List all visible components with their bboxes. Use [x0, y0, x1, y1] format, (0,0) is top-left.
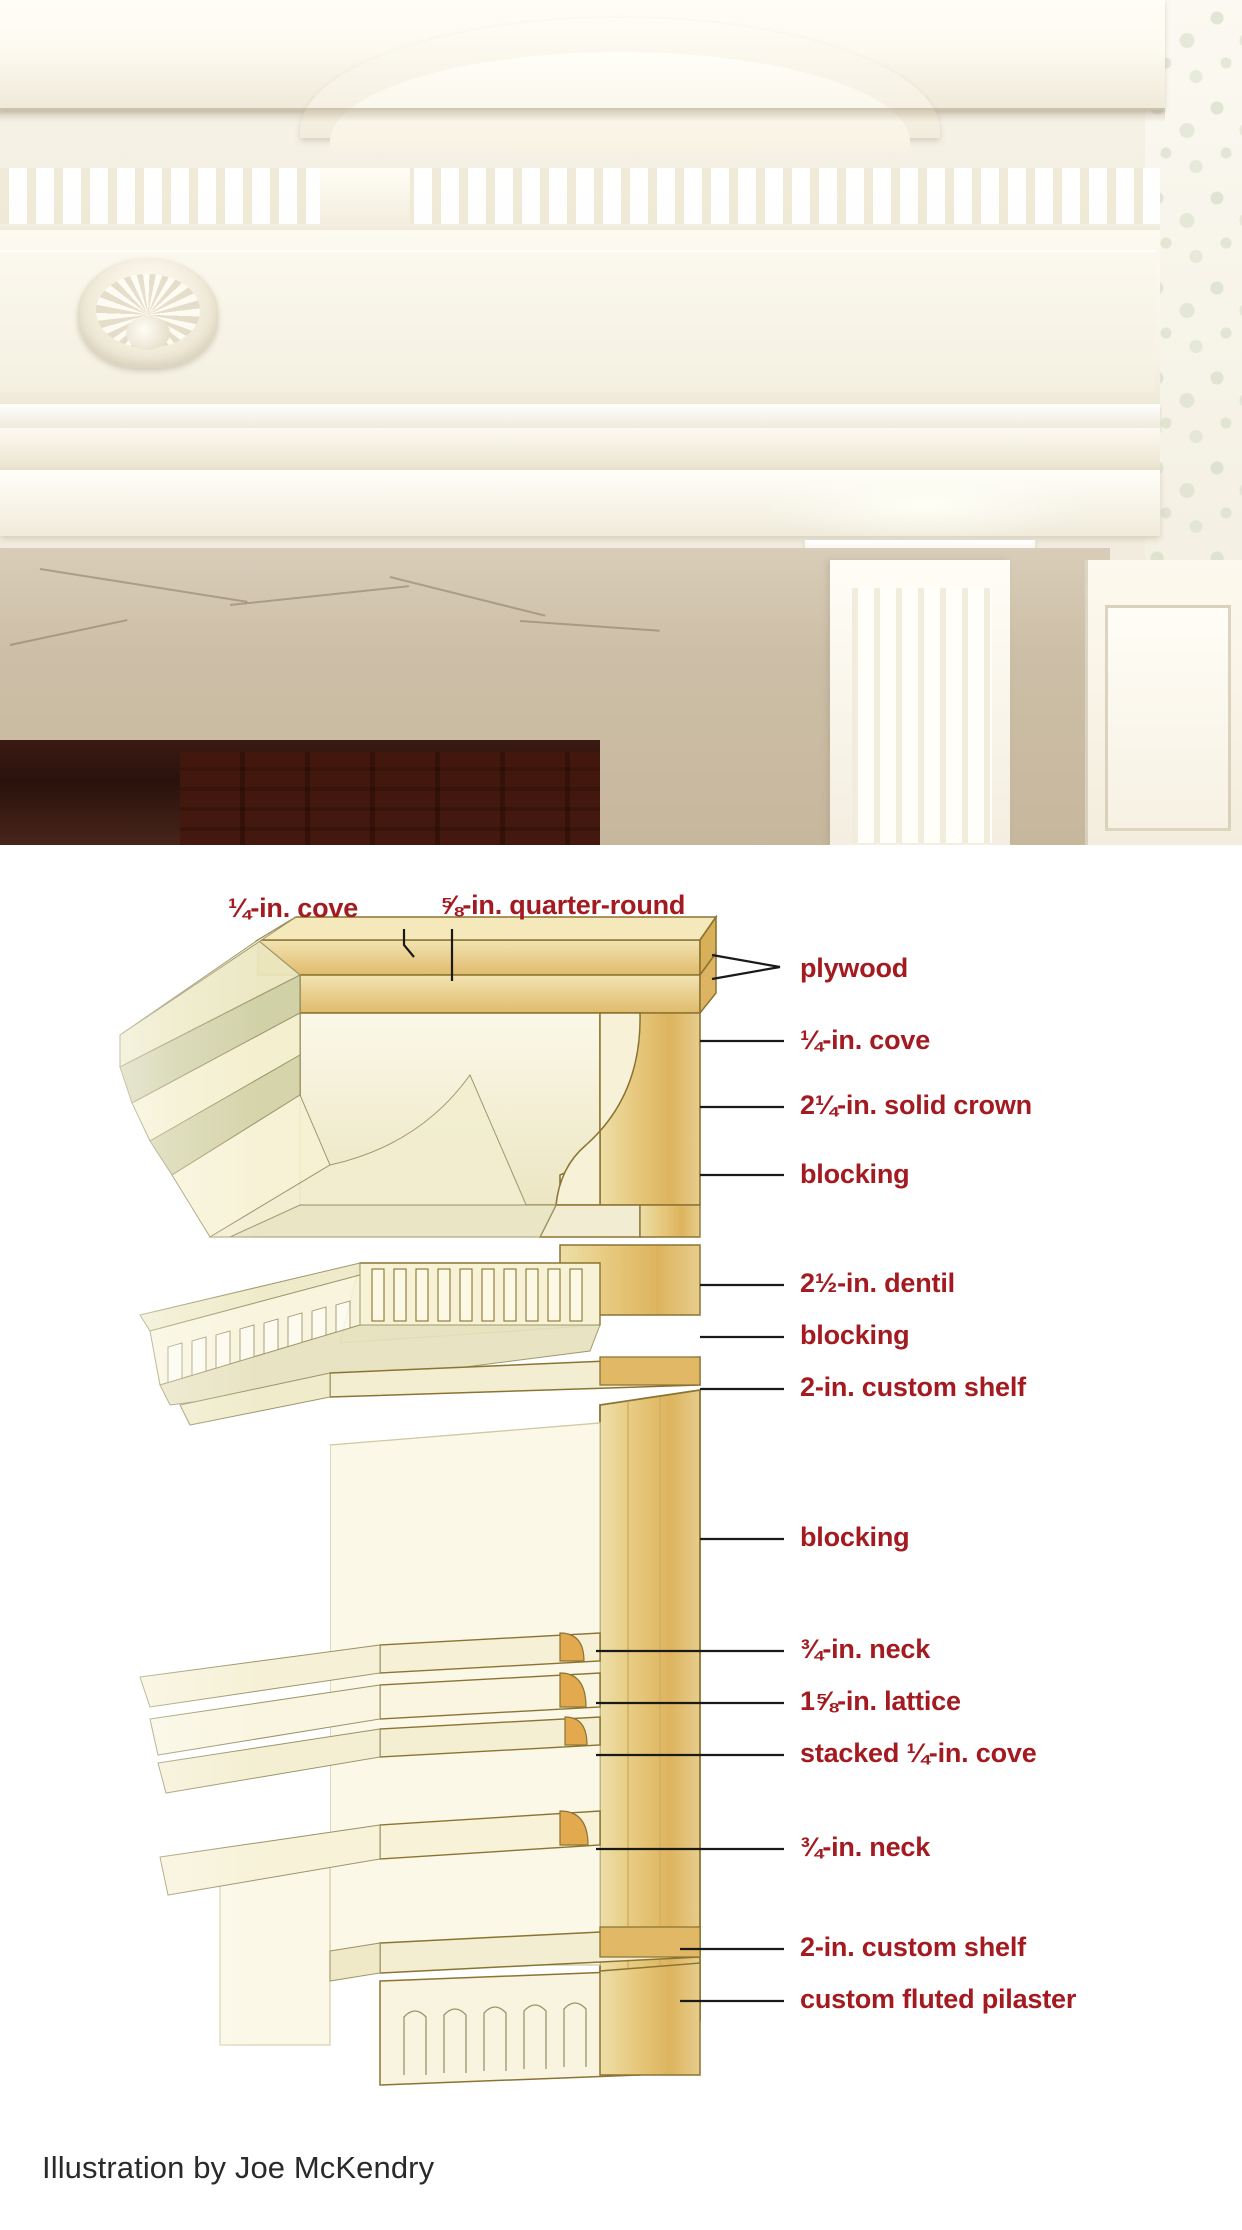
shelf-band-upper [0, 404, 1160, 430]
label-dentil: 2½-in. dentil [800, 1268, 955, 1298]
label-blocking-dentil: blocking [800, 1320, 910, 1350]
label-quarter-round: ⅝-in. quarter-round [440, 890, 686, 920]
label-custom-shelf-top: 2-in. custom shelf [800, 1372, 1026, 1402]
shelf-band-middle [0, 428, 1160, 472]
label-neck-lower: ¾-in. neck [800, 1832, 931, 1862]
light-reflection [760, 470, 1090, 540]
label-custom-shelf-bottom: 2-in. custom shelf [800, 1932, 1026, 1962]
crown-shadow [0, 108, 1165, 122]
stone-crack [520, 620, 660, 632]
label-solid-crown: 2¼-in. solid crown [800, 1090, 1032, 1120]
firebox-brick [180, 752, 600, 845]
illustration-credit: Illustration by Joe McKendry [42, 2150, 435, 2185]
stone-crack [390, 576, 546, 617]
dentil-teeth [0, 168, 1160, 224]
label-blocking-main: blocking [800, 1522, 910, 1552]
stone-crack [10, 619, 128, 646]
label-cove-quarter: ¼-in. cove [800, 1025, 931, 1055]
label-lattice: 1⅝-in. lattice [800, 1686, 961, 1716]
fluted-pilaster-photo [830, 560, 1010, 845]
label-plywood: plywood [800, 953, 909, 983]
dentil-molding-row [0, 168, 1160, 230]
rosette-ornament [78, 258, 218, 368]
stone-crack [40, 568, 248, 603]
dentil-center-block [320, 168, 410, 226]
door-panel-inset [1105, 605, 1231, 831]
illustration-drawing [0, 845, 1242, 2135]
label-stacked-cove: stacked ¼-in. cove [800, 1738, 1037, 1768]
label-fluted-pilaster: custom fluted pilaster [800, 1984, 1077, 2014]
molding-detail-illustration [0, 845, 1242, 2135]
pilaster-flutes [852, 588, 992, 843]
label-cove-quarter-top-left: ¼-in. cove [228, 893, 359, 923]
mantel-photograph [0, 0, 1242, 845]
label-neck-upper: ¾-in. neck [800, 1634, 931, 1664]
stone-crack [230, 585, 409, 606]
label-blocking-crown: blocking [800, 1159, 910, 1189]
